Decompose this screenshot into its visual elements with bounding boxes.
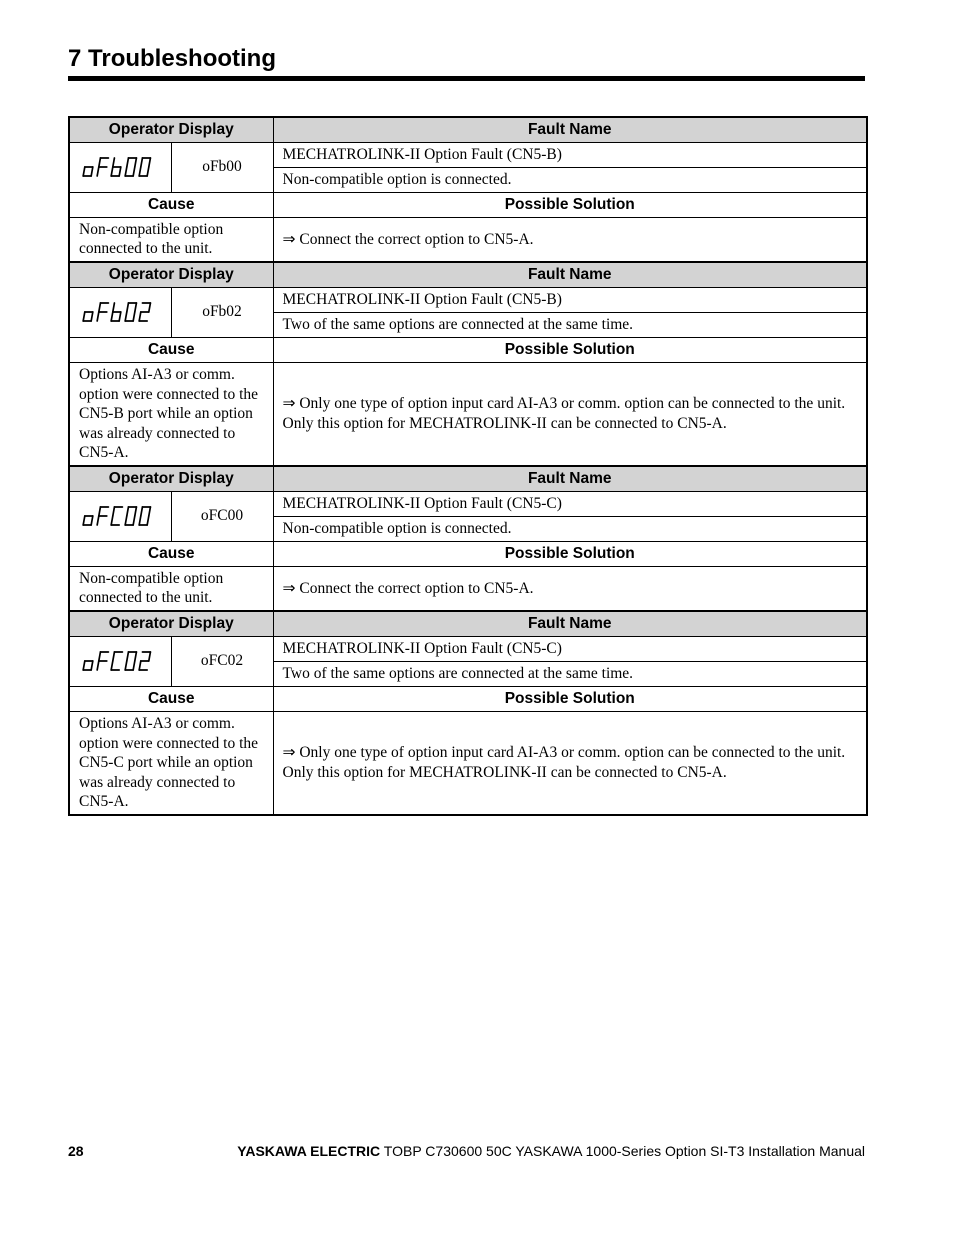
- footer-brand: YASKAWA ELECTRIC: [237, 1143, 381, 1159]
- page-number: 28: [68, 1143, 84, 1159]
- cause-header: Cause: [69, 541, 273, 566]
- lcd-segment: [127, 652, 129, 661]
- cause-header: Cause: [69, 192, 273, 217]
- operator-display-header: Operator Display: [69, 117, 273, 142]
- lcd-svg: [79, 301, 155, 323]
- solution-text: ⇒ Connect the correct option to CN5-A.: [273, 566, 867, 611]
- chapter-title: 7 Troubleshooting: [68, 45, 276, 72]
- lcd-segment: [149, 652, 151, 661]
- fault-name: MECHATROLINK-II Option Fault (CN5-C): [273, 491, 867, 516]
- lcd-segment: [125, 312, 127, 321]
- fault-description: Non-compatible option is connected.: [273, 167, 867, 192]
- fault-description: Two of the same options are connected at the same time.: [273, 312, 867, 337]
- lcd-digit: [97, 303, 108, 321]
- lcd-segment: [139, 167, 141, 176]
- lcd-segment: [135, 303, 137, 312]
- fault-name: MECHATROLINK-II Option Fault (CN5-C): [273, 636, 867, 661]
- lcd-segment: [149, 507, 151, 516]
- lcd-segment: [91, 167, 93, 176]
- lcd-segment: [83, 167, 85, 176]
- title-rule: [68, 76, 865, 81]
- operator-display-header: Operator Display: [69, 611, 273, 636]
- lcd-segment: [139, 661, 141, 670]
- lcd-segment: [111, 516, 113, 525]
- fault-name: MECHATROLINK-II Option Fault (CN5-B): [273, 142, 867, 167]
- fault-name-header: Fault Name: [273, 611, 867, 636]
- possible-solution-header: Possible Solution: [273, 192, 867, 217]
- lcd-segment: [133, 167, 135, 176]
- lcd-segment: [133, 516, 135, 525]
- lcd-segment: [83, 661, 85, 670]
- lcd-digit: [97, 507, 108, 525]
- lcd-segment: [139, 312, 141, 321]
- lcd-digit: [111, 158, 121, 176]
- lcd-segment: [149, 158, 151, 167]
- lcd-segment: [111, 312, 113, 321]
- lcd-segment: [113, 652, 115, 661]
- lcd-segment: [147, 516, 149, 525]
- cause-text: Non-compatible option connected to the unit.: [69, 217, 273, 262]
- possible-solution-header: Possible Solution: [273, 686, 867, 711]
- cause-header: Cause: [69, 686, 273, 711]
- lcd-glyphs: [79, 301, 162, 323]
- lcd-digit: [83, 661, 93, 670]
- lcd-digit: [83, 312, 93, 321]
- cause-text: Options AI-A3 or comm. option were connected to the CN5-B port while an option was already connected to CN5-A.: [69, 362, 273, 466]
- lcd-segment: [141, 158, 143, 167]
- lcd-digit: [125, 507, 136, 525]
- lcd-segment: [127, 303, 129, 312]
- lcd-segment: [99, 507, 101, 516]
- lcd-digit: [97, 158, 108, 176]
- lcd-segment: [83, 312, 85, 321]
- lcd-segment: [141, 507, 143, 516]
- lcd-segment: [97, 167, 99, 176]
- lcd-display: [69, 491, 171, 541]
- lcd-glyphs: [79, 505, 162, 527]
- lcd-digit: [97, 652, 108, 670]
- fault-code: oFC00: [171, 491, 273, 541]
- lcd-segment: [133, 312, 135, 321]
- lcd-segment: [111, 167, 113, 176]
- fault-description: Two of the same options are connected at the same time.: [273, 661, 867, 686]
- lcd-digit: [111, 652, 122, 670]
- lcd-segment: [91, 312, 93, 321]
- possible-solution-header: Possible Solution: [273, 541, 867, 566]
- lcd-segment: [99, 303, 101, 312]
- fault-name-header: Fault Name: [273, 466, 867, 491]
- solution-text: ⇒ Connect the correct option to CN5-A.: [273, 217, 867, 262]
- lcd-digit: [139, 303, 150, 321]
- lcd-segment: [99, 158, 101, 167]
- fault-description: Non-compatible option is connected.: [273, 516, 867, 541]
- lcd-digit: [139, 652, 150, 670]
- lcd-segment: [83, 516, 85, 525]
- lcd-display: [69, 142, 171, 192]
- lcd-digit: [125, 652, 136, 670]
- solution-text: ⇒ Only one type of option input card AI-A3 or comm. option can be connected to the unit. Only this option for MECHATROLINK-II can be connected to CN5-A.: [273, 711, 867, 815]
- lcd-segment: [113, 507, 115, 516]
- lcd-digit: [83, 167, 93, 176]
- lcd-segment: [127, 507, 129, 516]
- lcd-segment: [125, 167, 127, 176]
- lcd-digit: [125, 303, 136, 321]
- lcd-segment: [119, 312, 121, 321]
- fault-name-header: Fault Name: [273, 262, 867, 287]
- lcd-display: [69, 287, 171, 337]
- lcd-digit: [83, 516, 93, 525]
- lcd-segment: [97, 312, 99, 321]
- fault-code: oFb00: [171, 142, 273, 192]
- operator-display-header: Operator Display: [69, 466, 273, 491]
- lcd-segment: [99, 652, 101, 661]
- lcd-glyphs: [79, 650, 162, 672]
- lcd-segment: [97, 516, 99, 525]
- lcd-segment: [125, 661, 127, 670]
- fault-table: [68, 116, 868, 816]
- lcd-digit: [111, 303, 121, 321]
- fault-code: oFb02: [171, 287, 273, 337]
- operator-display-header: Operator Display: [69, 262, 273, 287]
- footer-doc-title: [237, 1142, 865, 1160]
- lcd-segment: [149, 303, 151, 312]
- lcd-segment: [127, 158, 129, 167]
- lcd-svg: [79, 505, 155, 527]
- lcd-segment: [111, 661, 113, 670]
- lcd-segment: [113, 303, 115, 312]
- solution-text: ⇒ Only one type of option input card AI-A3 or comm. option can be connected to the unit. Only this option for MECHATROLINK-II can be connected to CN5-A.: [273, 362, 867, 466]
- lcd-digit: [139, 158, 150, 176]
- lcd-segment: [139, 516, 141, 525]
- lcd-svg: [79, 156, 155, 178]
- possible-solution-header: Possible Solution: [273, 337, 867, 362]
- fault-code: oFC02: [171, 636, 273, 686]
- lcd-segment: [133, 661, 135, 670]
- footer-doc: TOBP C730600 50C YASKAWA 1000-Series Option SI-T3 Installation Manual: [380, 1143, 865, 1159]
- lcd-segment: [97, 661, 99, 670]
- lcd-digit: [125, 158, 136, 176]
- lcd-segment: [113, 158, 115, 167]
- lcd-display: [69, 636, 171, 686]
- lcd-digit: [139, 507, 150, 525]
- lcd-glyphs: [79, 156, 162, 178]
- lcd-digit: [111, 507, 122, 525]
- fault-name-header: Fault Name: [273, 117, 867, 142]
- cause-text: Non-compatible option connected to the unit.: [69, 566, 273, 611]
- lcd-segment: [91, 516, 93, 525]
- cause-text: Options AI-A3 or comm. option were connected to the CN5-C port while an option was already connected to CN5-A.: [69, 711, 273, 815]
- lcd-segment: [135, 652, 137, 661]
- lcd-segment: [147, 167, 149, 176]
- lcd-segment: [135, 158, 137, 167]
- cause-header: Cause: [69, 337, 273, 362]
- lcd-segment: [91, 661, 93, 670]
- fault-name: MECHATROLINK-II Option Fault (CN5-B): [273, 287, 867, 312]
- lcd-segment: [135, 507, 137, 516]
- lcd-segment: [125, 516, 127, 525]
- lcd-segment: [119, 167, 121, 176]
- lcd-svg: [79, 650, 155, 672]
